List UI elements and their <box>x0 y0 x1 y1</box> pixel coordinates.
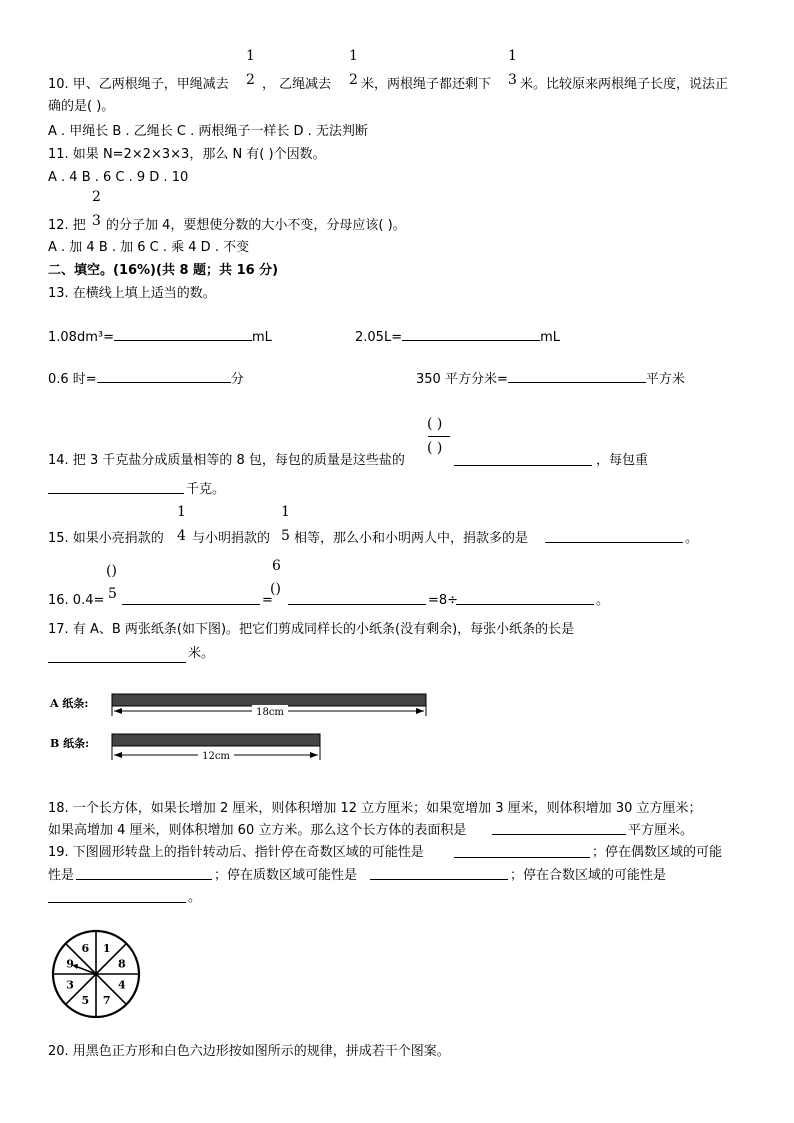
q13-r2b-label: 350 平方分米= <box>416 372 508 387</box>
spinner-sector-number: 8 <box>118 957 126 971</box>
q13-r1a-unit: mL <box>251 330 272 345</box>
spinner-figure <box>50 928 142 1020</box>
strip-a-arrow-left <box>114 708 122 714</box>
q19-blank-even[interactable] <box>76 867 212 880</box>
q19-text-line2a: 性是 <box>48 868 75 883</box>
q14-frac-bar <box>428 436 450 437</box>
strip-b <box>112 734 320 746</box>
q17-text-line2: 米。 <box>188 646 215 661</box>
q10-options: A . 甲绳长 B . 乙绳长 C . 两根绳子一样长 D . 无法判断 <box>48 124 368 139</box>
q13-r2a-unit: 分 <box>230 372 244 387</box>
q20-question: 20. 用黑色正方形和白色六边形按如图所示的规律，拼成若干个图案。 <box>48 1044 450 1059</box>
q15-end: 。 <box>685 531 699 546</box>
strip-a-arrow-right <box>416 708 424 714</box>
q13-row2-right <box>416 370 685 388</box>
q19-blank-odd[interactable] <box>454 845 590 858</box>
q15-frac1-denominator: 4 <box>177 528 186 544</box>
spinner-center <box>94 972 98 976</box>
q10-frac2-numerator: 1 <box>349 48 358 64</box>
q16-frac2-denominator: () <box>270 581 281 597</box>
q19-text-line3: 。 <box>188 890 202 905</box>
q10-text-line2: 确的是( )。 <box>48 99 115 114</box>
strip-a-length: 18cm <box>256 707 284 718</box>
q16-prefix: 16. 0.4= <box>48 593 105 608</box>
q10-text-d: 米。比较原来两根绳子长度，说法正 <box>520 77 729 92</box>
q15-middle: 与小明捐款的 <box>192 531 271 546</box>
q10-frac1-denominator: 2 <box>246 72 255 88</box>
q13-row1-left <box>48 328 272 346</box>
q13-r1b-blank[interactable] <box>402 328 540 341</box>
q13-r2b-blank[interactable] <box>508 370 646 383</box>
strip-b-arrow-right <box>310 752 318 758</box>
q16-eq2: =8÷ <box>428 593 459 608</box>
q13-r1b-label: 2.05L= <box>355 330 403 345</box>
q13-r1a-label: 1.08dm³= <box>48 330 114 345</box>
q10-text-a: 10. 甲、乙两根绳子，甲绳减去 <box>48 77 229 92</box>
q13-r1b-unit: mL <box>540 330 560 345</box>
q14-frac-denominator: ( ) <box>427 440 443 456</box>
q13-row2-left <box>48 370 244 388</box>
q14-text-line2: 千克。 <box>186 482 226 497</box>
q13-r2a-blank[interactable] <box>97 370 231 383</box>
q12-suffix: 的分子加 4，要想使分数的大小不变，分母应该( )。 <box>106 218 406 233</box>
q15-prefix: 15. 如果小亮捐款的 <box>48 531 164 546</box>
spinner-sector-number: 6 <box>81 942 90 956</box>
q14-blank-2[interactable] <box>48 481 184 494</box>
q19-text-line1a: 19. 下图圆形转盘上的指针转动后、指针停在奇数区域的可能性是 <box>48 845 424 860</box>
section-2-title: 二、填空。(16%)(共 8 题；共 16 分) <box>48 263 279 278</box>
q11-question: 11. 如果 N=2×2×3×3，那么 N 有( )个因数。 <box>48 147 326 162</box>
q16-end: 。 <box>596 593 610 608</box>
q19-text-line2b: ；停在质数区域可能性是 <box>214 868 358 883</box>
q14-blank-1[interactable] <box>454 453 592 466</box>
q10-frac2-denominator: 2 <box>349 72 358 88</box>
q14-text-a: 14. 把 3 千克盐分成质量相等的 8 包，每包的质量是这些盐的 <box>48 453 405 468</box>
q11-options: A . 4 B . 6 C . 9 D . 10 <box>48 170 189 185</box>
q13-r1a-blank[interactable] <box>114 328 252 341</box>
q14-frac-numerator: ( ) <box>427 416 443 432</box>
q18-text-line2b: 平方厘米。 <box>628 823 694 838</box>
q15-suffix: 相等，那么小和小明两人中，捐款多的是 <box>294 531 529 546</box>
q15-blank[interactable] <box>545 530 683 543</box>
q10-frac1-numerator: 1 <box>246 48 255 64</box>
q12-frac-numerator: 2 <box>92 189 101 205</box>
q15-frac2-numerator: 1 <box>281 504 290 520</box>
q16-frac1-numerator: () <box>106 563 117 579</box>
q16-frac1-denominator: 5 <box>108 586 117 602</box>
q13-row1-right <box>355 328 560 346</box>
q16-blank-3[interactable] <box>456 592 594 605</box>
q17-text-line1: 17. 有 A、B 两张纸条(如下图)。把它们剪成同样长的小纸条(没有剩余)，每张小纸条的长是 <box>48 622 575 637</box>
q10-frac3-denominator: 3 <box>508 72 517 88</box>
q14-text-b: ，每包重 <box>596 453 649 468</box>
q13-r2b-unit: 平方米 <box>645 372 685 387</box>
q17-blank[interactable] <box>48 650 186 663</box>
strip-a <box>112 694 426 706</box>
q16-frac2-numerator: 6 <box>272 558 281 574</box>
q16-eq1: = <box>262 593 273 608</box>
spinner-sector-number: 3 <box>66 978 74 992</box>
q19-text-line2c: ；停在合数区域的可能性是 <box>510 868 667 883</box>
q15-frac2-denominator: 5 <box>281 528 290 544</box>
strip-b-arrow-left <box>114 752 122 758</box>
strip-b-label: B 纸条: <box>50 737 90 750</box>
q19-blank-prime[interactable] <box>370 867 508 880</box>
q10-frac3-numerator: 1 <box>508 48 517 64</box>
q10-text-b: ， 乙绳减去 <box>262 77 332 92</box>
q16-blank-2[interactable] <box>288 592 426 605</box>
q19-text-line1b: ；停在偶数区域的可能 <box>592 845 723 860</box>
paper-strips-figure <box>40 684 440 768</box>
spinner-sector-number: 7 <box>102 993 111 1007</box>
q15-frac1-numerator: 1 <box>177 504 186 520</box>
strip-b-length: 12cm <box>202 751 230 762</box>
q12-options: A . 加 4 B . 加 6 C . 乘 4 D . 不变 <box>48 240 250 255</box>
strip-a-label: A 纸条: <box>50 697 89 710</box>
spinner-sector-number: 9 <box>66 957 74 971</box>
q13-r2a-label: 0.6 时= <box>48 372 97 387</box>
q13-question: 13. 在横线上填上适当的数。 <box>48 286 216 301</box>
q12-prefix: 12. 把 <box>48 218 86 233</box>
q18-text-line1: 18. 一个长方体，如果长增加 2 厘米，则体积增加 12 立方厘米；如果宽增加 3 厘米，则体积增加 30 立方厘米； <box>48 801 702 816</box>
q19-blank-composite[interactable] <box>48 890 186 903</box>
q18-text-line2a: 如果高增加 4 厘米，则体积增加 60 立方米。那么这个长方体的表面积是 <box>48 823 467 838</box>
q18-blank[interactable] <box>492 822 626 835</box>
q12-frac-denominator: 3 <box>92 213 101 229</box>
q16-blank-1[interactable] <box>122 592 260 605</box>
spinner-sector-number: 4 <box>118 978 126 992</box>
q10-text-c: 米，两根绳子都还剩下 <box>361 77 492 92</box>
spinner-sector-number: 1 <box>102 942 111 956</box>
spinner-sector-number: 5 <box>81 993 90 1007</box>
